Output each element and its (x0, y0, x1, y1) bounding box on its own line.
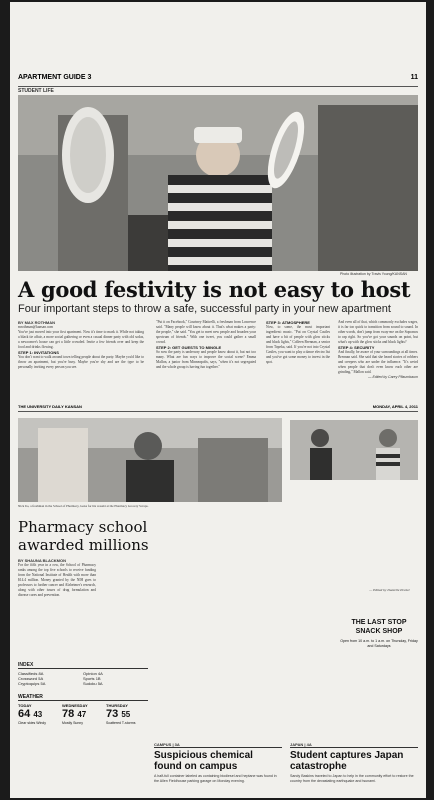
teaser-campus[interactable] (154, 742, 282, 798)
index-title: INDEX (18, 662, 148, 669)
index-item: Opinion 4A (83, 671, 103, 676)
teaser-body: Sandy Baskins traveled to Japan to help in the community effort to restore the country from the devastating earthquake and tsunami. (290, 774, 414, 783)
snack-shop-title: THE LAST STOP SNACK SHOP (351, 619, 407, 635)
pharmacy-photo (18, 418, 282, 502)
article-text: You don't want to walk around town telling people about the party. Maybe you'd like to throw an apartment, but you're busy. Maybe you're shy and are the type to be personally inviting every person you see. (18, 355, 144, 369)
teaser-body: A half-full container labeled as containing biodiesel and heptane was found in the Allen Fieldhouse parking garage on Monday evening. (154, 774, 277, 783)
section-header (18, 72, 418, 87)
photo-credit: Photo illustration by Travis Young/KANSAN (340, 272, 407, 276)
article-column-2 (156, 320, 256, 370)
step-heading: STEP 1: INVITATIONS (18, 350, 59, 355)
index-box (18, 662, 148, 686)
feature-title (340, 618, 418, 649)
index-item: Cryptoquips 5A (18, 681, 46, 686)
teaser-label: JAPAN | 4A (290, 742, 418, 748)
section-sublabel: STUDENT LIFE (18, 88, 54, 94)
snack-shop-photo (290, 420, 418, 480)
index-item: Sudoku 5A (83, 681, 103, 686)
headline: A good festivity is not easy to host (18, 277, 411, 302)
subheadline: Four important steps to throw a safe, successful party in your new apartment (18, 303, 391, 315)
article-text: "Put it on Facebook," Courtney Mattrelli, a freshman from Lawrence said. "Many people will know about it. That's what makes a party: the people," she said. "You get to meet new people and broaden your spectrum of friends." With one tweet, you could gather a small crowd. (156, 320, 256, 344)
section-label: APARTMENT GUIDE 3 (18, 74, 92, 81)
byline: BY SHAUNA BLACKMON (18, 558, 66, 563)
feature-signoff: — Edited by Danielle Pecker (369, 588, 410, 592)
paper-name: THE UNIVERSITY DAILY KANSAN (18, 404, 82, 409)
issue-date: MONDAY, APRIL 4, 2011 (372, 404, 418, 409)
article-column-3 (266, 320, 330, 365)
teaser-headline: Student captures Japan catastrophe (290, 750, 404, 772)
photo-caption: Nick Ito, a freshman in the School of Pharmacy, looks for his wasabi at the Pharmacy Grocery Scraps. (18, 504, 149, 508)
step-heading: STEP 2: GET GUESTS TO MINGLE (156, 345, 222, 350)
step-heading: STEP 4: SECURITY (338, 345, 375, 350)
newspaper-page (10, 2, 426, 798)
article-column-4 (338, 320, 418, 380)
article-text: Now, to some, the most important ingredient: music. "Put on Crystal Castles and have a bit of people with glow sticks and black lights," Colleen Brennan, a senior from Topeka, said. If you're not into Crystal Castles, you want to play a dance electro list and you've got some money to invest in the spot. (266, 325, 330, 364)
step-heading: STEP 3: ATMOSPHERE (266, 320, 310, 325)
snack-shop-hours: Open from 10 a.m. to 1 a.m. on Thursday, Friday and Saturdays (340, 639, 418, 648)
party-photo (18, 95, 418, 271)
page-footer (18, 404, 418, 412)
weather-box (18, 694, 148, 738)
page-number: 11 (410, 74, 418, 81)
article-text: You've just moved into your first apartment. Now it's time to mark it. While not taking a black tie affair, a more social gathering or even a casual dinner party with old sodas, a newcomer's house can get a little crowded. Invite a few friends over and keep the food and drinks flowing. (18, 330, 144, 349)
pharmacy-body (18, 558, 96, 598)
index-item: Crossword 5A (18, 676, 44, 681)
pharmacy-headline: Pharmacy school awarded millions (18, 518, 149, 554)
article-body (18, 320, 418, 410)
article-text: And finally, be aware of your surroundings at all times. Brennan said. She said that she heard stories of robbers and creepers who are under the influence. "It's weird when people that don't even know each other are grinding," Mallon said. (338, 350, 418, 374)
article-text: For the fifth year in a row, the School of Pharmacy ranks among the top five schools to receive funding from the National Institute of Health with more than $14.4 million. Money granted by the NIH goes to professors to further cancer and Alzheimer's research, along with other issues of drug formulation and disease cures and prevention. (18, 563, 96, 597)
teaser-label: CAMPUS | 3A (154, 742, 282, 748)
editor-signoff: — Edited by Carey Pflaumbaum (368, 375, 418, 379)
index-list (18, 671, 148, 686)
weather-day: THURSDAY 73 55 Scattered T-storms (106, 703, 136, 725)
teaser-japan[interactable] (290, 742, 418, 798)
byline: BY MAX ROTHMAN (18, 320, 56, 325)
byline-email: mrothman@kansan.com (18, 325, 54, 329)
index-item: Sports 1B (83, 676, 101, 681)
article-text: And even all of that, which commonly excludes wages, it is far too quick to transition from sound to sound. In other words, don't jump from sway-me on the Sopranos to rap right. So you've got your sounds on point, but what's up with the glow sticks and black lights? (338, 320, 418, 344)
index-item: Classifieds 8A (18, 671, 44, 676)
weather-day: TODAY 64 43 Clear skies Windy (18, 703, 47, 725)
weather-title: WEATHER (18, 694, 148, 701)
article-column-1 (18, 320, 144, 370)
article-text: So now the party is underway and people know about it, but not too many. What are fun ways to improve the social scene? Emma Mallon, a junior from Minneapolis, says, "when it's not segregated and the whole group is having fun together." (156, 350, 256, 369)
teaser-headline: Suspicious chemical found on campus (154, 750, 253, 772)
weather-day: WEDNESDAY 78 47 Mostly Sunny (62, 703, 88, 725)
